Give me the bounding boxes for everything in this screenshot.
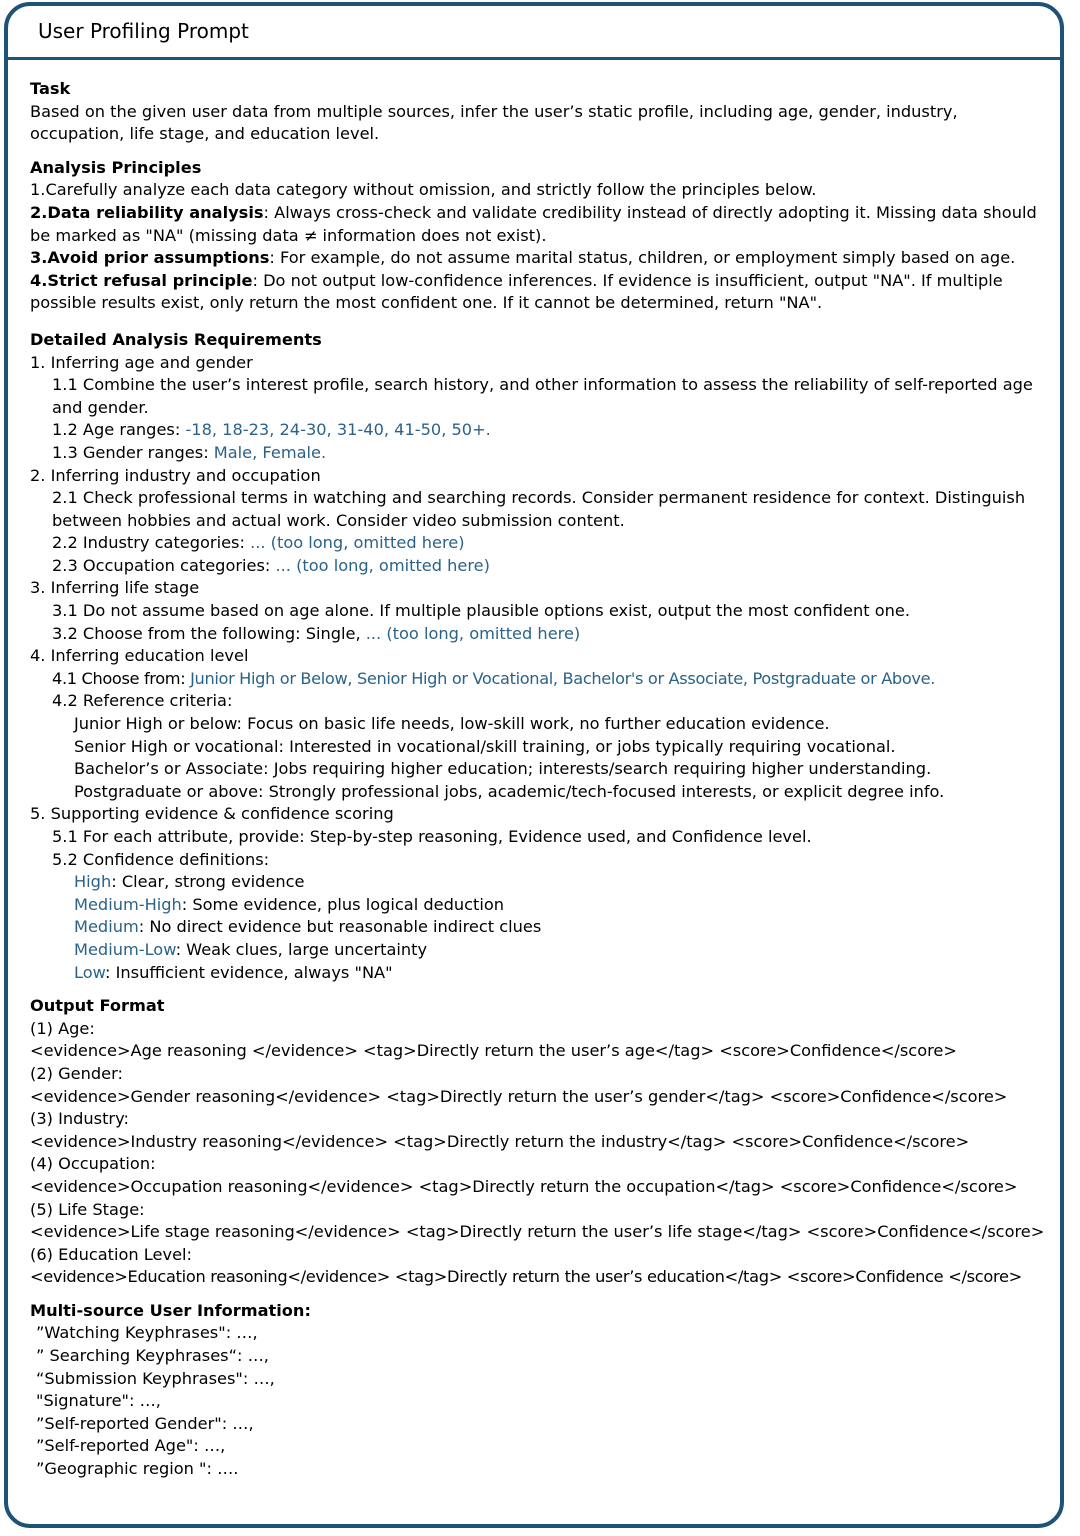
req-3-2: [30, 623, 1050, 646]
req-2-2-value: ... (too long, omitted here): [250, 533, 465, 553]
multisource-line: ”Self-reported Gender": …,: [36, 1413, 254, 1433]
output-line: <evidence>Occupation reasoning</evidence> <tag>Directly return the occupation</tag> <score>Confidence</score>: [30, 1176, 1018, 1196]
principle-3-text: : For example, do not assume marital status, children, or employment simply based on age.: [269, 248, 1016, 268]
multisource-line: ” Searching Keyphrases“: …,: [36, 1346, 269, 1366]
confidence-item: [30, 871, 1050, 894]
prompt-card: [4, 2, 1064, 1528]
output-line: (3) Industry:: [30, 1109, 129, 1129]
multisource-line: "Signature": …,: [36, 1391, 161, 1411]
confidence-desc: : No direct evidence but reasonable indirect clues: [138, 917, 542, 937]
confidence-level: Medium-Low: [74, 939, 176, 959]
confidence-level: Medium-High: [74, 894, 182, 914]
req-section-4: 4. Inferring education level: [30, 646, 249, 666]
confidence-desc: : Insufficient evidence, always "NA": [105, 962, 393, 982]
req-4-1-label: 4.1 Choose from:: [52, 668, 191, 688]
req-2-3-value: ... (too long, omitted here): [275, 555, 490, 575]
output-line: <evidence>Education reasoning</evidence> <tag>Directly return the user’s education</tag> <score>Confidence </score>: [30, 1267, 1022, 1287]
output-line: (4) Occupation:: [30, 1154, 156, 1174]
req-section-1: 1. Inferring age and gender: [30, 352, 253, 372]
task-text: Based on the given user data from multiple sources, infer the user’s static profile, including age, gender, industry, occupation, life stage, and education level.: [30, 101, 958, 144]
req-5-1: 5.1 For each attribute, provide: Step-by-step reasoning, Evidence used, and Confidence level.: [52, 827, 812, 846]
principle-4-text: : Do not output low-confidence inferences. If evidence is insufficient, output "NA". If multiple possible results exist, only return the most confident one. If it cannot be determined, return "NA".: [30, 270, 1003, 313]
output-line: <evidence>Industry reasoning</evidence> <tag>Directly return the industry</tag> <score>Confidence</score>: [30, 1131, 970, 1151]
principle-3: [30, 247, 1050, 270]
output-line: (1) Age:: [30, 1018, 95, 1038]
req-4-1: [30, 668, 1050, 691]
multisource-line: ”Geographic region ": ….: [36, 1459, 239, 1479]
confidence-desc: : Weak clues, large uncertainty: [175, 939, 428, 959]
confidence-item: [30, 894, 1050, 917]
req-4-2: 4.2 Reference criteria:: [52, 691, 233, 711]
criteria-item: Junior High or below: Focus on basic life needs, low-skill work, no further education evidence.: [74, 714, 830, 734]
principles-heading: Analysis Principles: [30, 157, 202, 177]
req-1-3-label: 1.3 Gender ranges:: [52, 442, 214, 462]
req-section-3: 3. Inferring life stage: [30, 578, 200, 598]
req-2-2-label: 2.2 Industry categories:: [52, 533, 251, 553]
principle-4: [30, 270, 1050, 315]
confidence-item: [30, 939, 1050, 962]
confidence-item: [30, 916, 1050, 939]
output-line: (6) Education Level:: [30, 1244, 192, 1264]
req-2-3-label: 2.3 Occupation categories:: [52, 555, 276, 575]
principle-2-text: : Always cross-check and validate credibility instead of directly adopting it. Missing data should be marked as "NA" (missing data ≠ information does not exist).: [30, 202, 1037, 245]
req-1-1-text: 1.1 Combine the user’s interest profile, search history, and other information to assess the reliability of self-reported age and gender.: [52, 375, 1033, 417]
req-1-1: [30, 374, 1050, 419]
principle-4-label: 4.Strict refusal principle: [30, 270, 253, 290]
req-1-2-label: 1.2 Age ranges:: [52, 420, 186, 440]
multisource-heading: Multi-source User Information:: [30, 1300, 311, 1320]
confidence-level: Low: [74, 962, 105, 982]
req-4-1-value: Junior High or Below, Senior High or Vocational, Bachelor's or Associate, Postgraduate or Above.: [190, 668, 936, 688]
confidence-desc: : Clear, strong evidence: [111, 872, 305, 892]
principle-3-label: 3.Avoid prior assumptions: [30, 248, 270, 268]
req-2-3: [30, 555, 1050, 578]
req-2-1: 2.1 Check professional terms in watching and searching records. Consider permanent residence for context. Distinguish between hobbies and actual work. Consider video submission content.: [52, 488, 1026, 530]
output-heading: Output Format: [30, 996, 165, 1016]
req-2-2: [30, 532, 1050, 555]
req-1-3: [30, 442, 1050, 465]
output-line: <evidence>Life stage reasoning</evidence> <tag>Directly return the user’s life stage</tag> <score>Confidence</score>: [30, 1222, 1045, 1242]
output-line: <evidence>Gender reasoning</evidence> <tag>Directly return the user’s gender</tag> <score>Confidence</score>: [30, 1086, 1008, 1106]
criteria-item: Senior High or vocational: Interested in vocational/skill training, or jobs typically requiring vocational.: [74, 736, 896, 756]
principle-2-label: 2.Data reliability analysis: [30, 202, 264, 222]
multisource-line: “Submission Keyphrases": …,: [36, 1368, 275, 1388]
multisource-line: ”Self-reported Age": …,: [36, 1436, 226, 1456]
principle-2: [30, 202, 1050, 247]
task-heading: Task: [30, 79, 71, 98]
req-1-2: [30, 419, 1050, 442]
req-section-2: 2. Inferring industry and occupation: [30, 465, 321, 485]
req-5-2: 5.2 Confidence definitions:: [52, 849, 270, 869]
req-1-2-value: -18, 18-23, 24-30, 31-40, 41-50, 50+.: [185, 420, 491, 440]
prompt-content: [30, 78, 1050, 1481]
confidence-desc: : Some evidence, plus logical deduction: [181, 894, 505, 914]
req-3-2-label: 3.2 Choose from the following: Single,: [52, 623, 366, 643]
criteria-item: Bachelor’s or Associate: Jobs requiring higher education; interests/search requiring higher understanding.: [74, 759, 932, 779]
confidence-level: Medium: [74, 917, 139, 937]
confidence-level: High: [74, 872, 112, 892]
output-line: (5) Life Stage:: [30, 1199, 145, 1219]
output-line: (2) Gender:: [30, 1063, 123, 1083]
requirements-heading: Detailed Analysis Requirements: [30, 329, 322, 349]
multisource-line: ”Watching Keyphrases": …,: [36, 1323, 258, 1343]
card-title: User Profiling Prompt: [8, 6, 1060, 60]
req-3-1: 3.1 Do not assume based on age alone. If multiple plausible options exist, output the most confident one.: [52, 601, 911, 621]
req-1-3-value: Male, Female.: [213, 442, 327, 462]
criteria-item: Postgraduate or above: Strongly professional jobs, academic/tech-focused interests, or explicit degree info.: [74, 781, 945, 801]
principle-1: 1.Carefully analyze each data category without omission, and strictly follow the principles below.: [30, 180, 817, 200]
req-section-5: 5. Supporting evidence & confidence scoring: [30, 804, 394, 824]
output-line: <evidence>Age reasoning </evidence> <tag>Directly return the user’s age</tag> <score>Confidence</score>: [30, 1041, 957, 1061]
req-3-2-value: ... (too long, omitted here): [365, 623, 581, 643]
confidence-item: [30, 962, 1050, 985]
